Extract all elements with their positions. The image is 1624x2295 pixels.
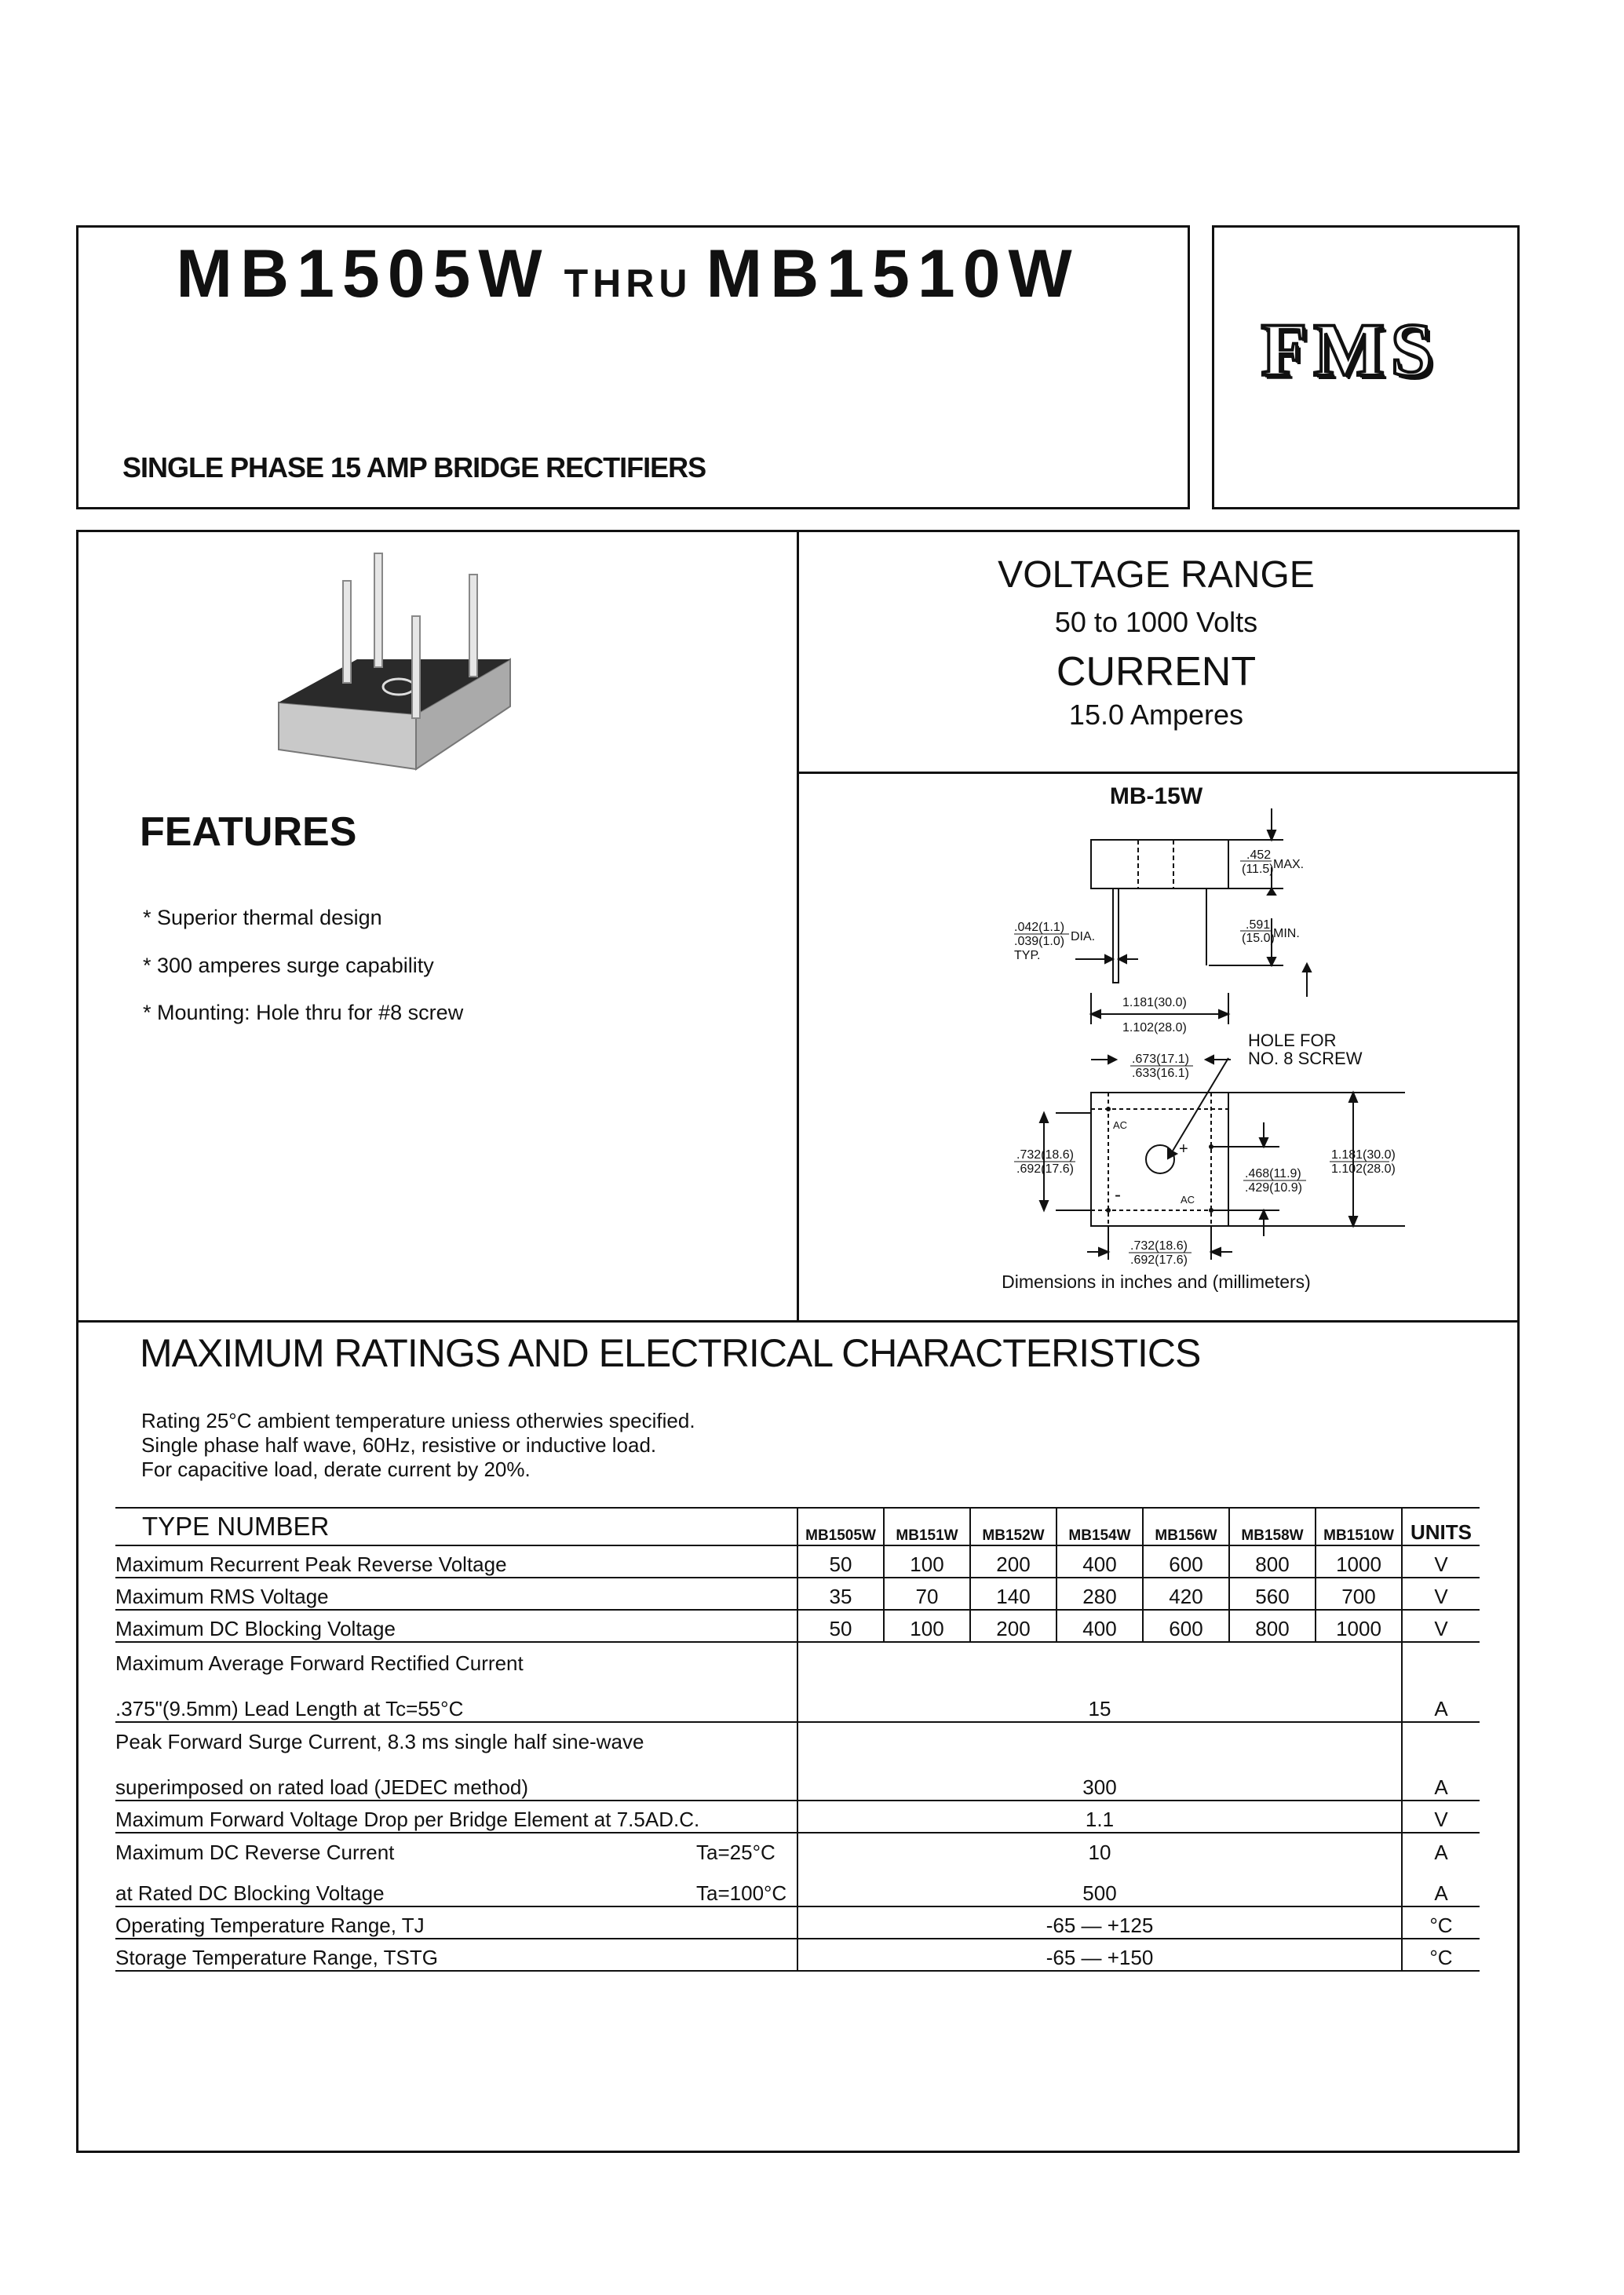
voltage-range-title: VOLTAGE RANGE [998,554,1315,596]
features-title: FEATURES [140,809,357,855]
row-label: .375"(9.5mm) Lead Length at Tc=55°C [115,1676,797,1722]
cell-value: 200 [970,1610,1057,1642]
cell-value: 280 [1057,1578,1143,1610]
ac-label: AC [1113,1119,1128,1131]
dim-max-label: MAX. [1273,858,1305,871]
part-last: MB1510W [706,236,1080,312]
row-label: Maximum Forward Voltage Drop per Bridge Element at 7.5AD.C. [115,1801,797,1833]
package-name: MB-15W [1109,783,1203,809]
cell-value: 50 [797,1545,884,1578]
subtitle: SINGLE PHASE 15 AMP BRIDGE RECTIFIERS [122,451,706,483]
cell-value: 1000 [1316,1610,1402,1642]
dim-left-1: .732(18.6) [1016,1148,1074,1162]
rating-note: Single phase half wave, 60Hz, resistive or inductive load. [141,1433,657,1457]
table-row [115,1833,1480,1865]
dim-lead-len: .591 [1246,918,1271,932]
cell-unit: A [1402,1865,1480,1906]
cell-value: 600 [1143,1610,1229,1642]
cell-value: 50 [797,1610,884,1642]
column-header: MB1510W [1316,1508,1402,1545]
table-row [115,1676,1480,1722]
cell-value: 140 [970,1578,1057,1610]
dim-height-max-mm: (11.5) [1242,863,1274,876]
dim-right-2: 1.102(28.0) [1331,1162,1396,1176]
dim-pitch-1: .673(17.1) [1132,1053,1189,1066]
cell-value: 300 [797,1754,1402,1801]
row-label: Operating Temperature Range, TJ [115,1906,797,1939]
feature-item: * Mounting: Hole thru for #8 screw [143,1001,464,1024]
row-label: Maximum Recurrent Peak Reverse Voltage [115,1545,797,1578]
table-row [115,1865,1480,1906]
dim-lead-dia-2: .039(1.0) [1014,935,1065,948]
table-row [115,1610,1480,1642]
part-first: MB1505W [176,236,550,312]
units-header: UNITS [1402,1508,1480,1545]
cell-value: 100 [884,1545,970,1578]
cell-unit: °C [1402,1906,1480,1939]
cell-value: 560 [1229,1578,1316,1610]
dim-pitch-2: .633(16.1) [1132,1067,1189,1080]
row-label: Maximum DC Reverse Current [115,1841,395,1864]
minus-label: - [1115,1184,1121,1206]
cell-value: 700 [1316,1578,1402,1610]
cell-unit: A [1402,1676,1480,1722]
table-header-row [115,1508,1480,1545]
column-header: MB154W [1057,1508,1143,1545]
cell-value: 400 [1057,1545,1143,1578]
table-row [115,1722,1480,1754]
dimensions-caption: Dimensions in inches and (millimeters) [1002,1272,1311,1292]
cell-unit: V [1402,1545,1480,1578]
dim-width-2: 1.102(28.0) [1122,1021,1187,1034]
row-label: Maximum Average Forward Rectified Current [115,1651,524,1675]
dim-inner-1: .468(11.9) [1245,1167,1301,1180]
cell-unit: V [1402,1610,1480,1642]
dim-min-label: MIN. [1273,927,1300,940]
cell-value: 800 [1229,1610,1316,1642]
rating-note: Rating 25°C ambient temperature uniess otherwies specified. [141,1409,695,1432]
cell-unit: V [1402,1578,1480,1610]
voltage-range-value: 50 to 1000 Volts [1054,606,1258,638]
cell-value: 420 [1143,1578,1229,1610]
dim-bottom-2: .692(17.6) [1130,1253,1188,1267]
ratings-title: MAXIMUM RATINGS AND ELECTRICAL CHARACTERISTICS [140,1331,1201,1375]
cell-value: 35 [797,1578,884,1610]
column-header: MB1505W [797,1508,884,1545]
cell-unit: A [1402,1833,1480,1865]
dim-right-1: 1.181(30.0) [1331,1148,1396,1162]
cell-value: 600 [1143,1545,1229,1578]
table-row [115,1754,1480,1801]
current-title: CURRENT [1056,649,1257,695]
thru-label: THRU [564,261,692,305]
dim-bottom-1: .732(18.6) [1130,1239,1188,1253]
table-row [115,1578,1480,1610]
dim-lead-dia-1: .042(1.1) [1014,921,1065,934]
table-row [115,1801,1480,1833]
rating-note: For capacitive load, derate current by 20%. [141,1458,531,1481]
plus-label: + [1179,1140,1188,1158]
package-drawing [1013,808,1421,1279]
row-label: Maximum DC Blocking Voltage [115,1610,797,1642]
cell-value: 400 [1057,1610,1143,1642]
horizontal-divider-right [797,772,1520,774]
row-label: Storage Temperature Range, TSTG [115,1939,797,1971]
current-value: 15.0 Amperes [1068,699,1244,731]
cell-value: -65 — +125 [797,1906,1402,1939]
feature-item: * 300 amperes surge capability [143,954,434,977]
page-title [78,235,1177,322]
ratings-table [115,1507,1480,1972]
dim-lead-len-mm: (15.0) [1242,932,1275,945]
brand-logo: FMS [1261,308,1440,392]
cell-value: 1000 [1316,1545,1402,1578]
cell-value: 10 [797,1833,1402,1865]
ac-label: AC [1181,1194,1195,1206]
dim-hole-1: HOLE FOR [1248,1031,1337,1050]
table-row [115,1906,1480,1939]
dim-dia-label: DIA. [1071,930,1096,943]
cell-value: 1.1 [797,1801,1402,1833]
type-number-header: TYPE NUMBER [115,1508,797,1545]
column-header: MB158W [1229,1508,1316,1545]
dim-typ-label: TYP. [1014,949,1041,962]
cell-unit: °C [1402,1939,1480,1971]
cell-value: 70 [884,1578,970,1610]
feature-item: * Superior thermal design [143,906,382,929]
cell-unit: A [1402,1754,1480,1801]
condition-label: Ta=25°C [696,1841,776,1864]
column-header: MB156W [1143,1508,1229,1545]
condition-label: Ta=100°C [696,1881,787,1905]
row-label: at Rated DC Blocking Voltage [115,1881,385,1905]
table-row [115,1939,1480,1971]
table-row [115,1545,1480,1578]
dim-height-max: .452 [1246,848,1272,862]
column-header: MB151W [884,1508,970,1545]
rectifier-illustration [267,542,526,801]
cell-value: -65 — +150 [797,1939,1402,1971]
dim-width-1: 1.181(30.0) [1122,996,1187,1009]
dim-left-2: .692(17.6) [1016,1162,1074,1176]
cell-value: 500 [797,1865,1402,1906]
row-label: superimposed on rated load (JEDEC method) [115,1754,797,1801]
row-label: Maximum RMS Voltage [115,1578,797,1610]
cell-value: 100 [884,1610,970,1642]
row-label: Peak Forward Surge Current, 8.3 ms single half sine-wave [115,1730,644,1753]
cell-unit: V [1402,1801,1480,1833]
dim-hole-2: NO. 8 SCREW [1248,1049,1363,1068]
dim-inner-2: .429(10.9) [1245,1181,1302,1195]
column-header: MB152W [970,1508,1057,1545]
horizontal-divider-full [76,1320,1520,1323]
cell-value: 800 [1229,1545,1316,1578]
cell-value: 15 [797,1676,1402,1722]
cell-value: 200 [970,1545,1057,1578]
table-row [115,1642,1480,1676]
